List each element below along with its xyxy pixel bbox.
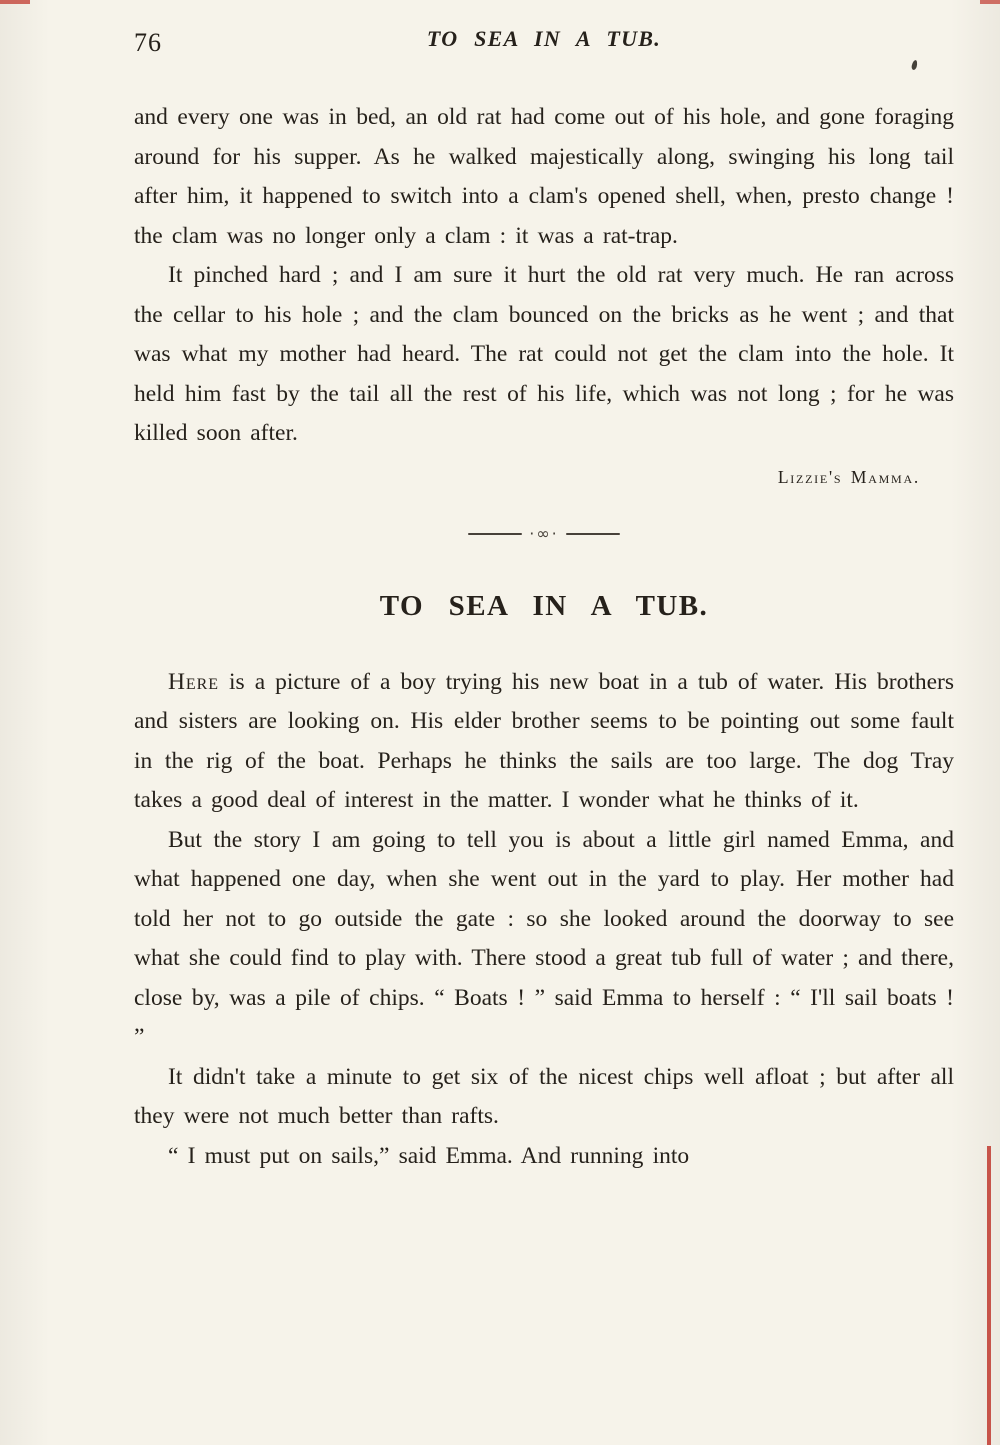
scan-artifact-top-left (0, 0, 30, 4)
story-title: TO SEA IN A TUB. (379, 589, 709, 622)
divider-rule-left (468, 533, 522, 535)
divider-ornament-icon: ·∞· (529, 523, 559, 543)
paragraph: It didn't take a minute to get six of the nicest chips well afloat ; but after all they were not much better than rafts. (134, 1063, 954, 1129)
lead-word: Here (168, 668, 219, 695)
paragraph: It pinched hard ; and I am sure it hurt the old rat very much. He ran across the cellar to his hole ; and the clam bounced on the bricks as he went ; and that was what my mother had heard. The rat could not get the clam into the hole. It held him fast by the tail all the rest of his life, which was not long ; for he was killed soon after. (134, 262, 954, 446)
paragraph-continuation: and every one was in bed, an old rat had come out of his hole, and gone foraging around for his supper. As he walked majestically along, swinging his long tail after him, it happened to switch into a clam's opened shell, when, presto change ! the clam was no longer only a clam : it was a rat-trap. (134, 104, 954, 249)
story-signature: Lizzie's Mamma. (777, 466, 920, 487)
divider-rule-right (566, 533, 620, 535)
page-number: 76 (134, 28, 162, 57)
section-divider (134, 523, 954, 543)
scan-artifact-top-right (980, 0, 1000, 4)
paragraph-opening (134, 663, 954, 821)
page-header (134, 26, 954, 62)
running-header: TO SEA IN A TUB. (426, 26, 662, 51)
scan-artifact-right-edge (987, 1146, 991, 1445)
paragraph: “ I must put on sails,” said Emma. And running into (168, 1142, 690, 1169)
paragraph: But the story I am going to tell you is about a little girl named Emma, and what happened one day, when she went out in the yard to play. Her mother had told her not to go outside the gate : so she looked around the doorway to see what she could find to play with. There stood a great tub full of water ; and there, close by, was a pile of chips. “ Boats ! ” said Emma to herself : “ I'll sail boats ! ” (134, 826, 954, 1050)
opening-rest: is a picture of a boy trying his new boat in a tub of water. His brothers and sisters are looking on. His elder brother seems to be pointing out some fault in the rig of the boat. Perhaps he thinks the sails are too large. The dog Tray takes a good deal of interest in the matter. I wonder what he thinks of it. (134, 668, 954, 813)
page-body (134, 98, 954, 1176)
